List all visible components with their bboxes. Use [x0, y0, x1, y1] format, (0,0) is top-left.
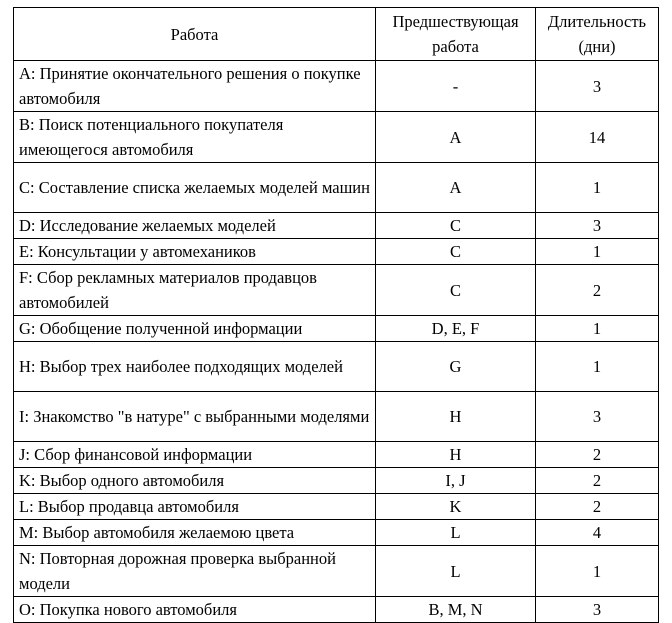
table-row	[14, 213, 659, 239]
table-row	[14, 468, 659, 494]
predecessor-cell: B, M, N	[376, 597, 536, 623]
table-row	[14, 494, 659, 520]
duration-cell: 3	[536, 61, 659, 112]
table-row	[14, 546, 659, 597]
work-cell: C: Составление списка желаемых моделей машин	[14, 163, 376, 213]
table-row	[14, 316, 659, 342]
predecessor-cell: -	[376, 61, 536, 112]
work-table	[13, 7, 659, 623]
duration-cell: 1	[536, 316, 659, 342]
table-row	[14, 342, 659, 392]
work-cell: K: Выбор одного автомобиля	[14, 468, 376, 494]
duration-cell: 3	[536, 392, 659, 442]
work-cell: A: Принятие окончательного решения о покупке автомобиля	[14, 61, 376, 112]
duration-cell: 14	[536, 112, 659, 163]
duration-cell: 3	[536, 213, 659, 239]
predecessor-cell: C	[376, 239, 536, 265]
predecessor-cell: L	[376, 546, 536, 597]
predecessor-cell: I, J	[376, 468, 536, 494]
table-row	[14, 239, 659, 265]
predecessor-cell: C	[376, 265, 536, 316]
table-row	[14, 520, 659, 546]
work-cell: G: Обобщение полученной информации	[14, 316, 376, 342]
work-cell: I: Знакомство "в натуре" с выбранными моделями	[14, 392, 376, 442]
work-cell: N: Повторная дорожная проверка выбранной модели	[14, 546, 376, 597]
table-row	[14, 442, 659, 468]
predecessor-cell: C	[376, 213, 536, 239]
predecessor-cell: D, E, F	[376, 316, 536, 342]
work-cell: F: Сбор рекламных материалов продавцов автомобилей	[14, 265, 376, 316]
table-row	[14, 112, 659, 163]
header-duration: Длительность (дни)	[536, 8, 659, 61]
work-cell: O: Покупка нового автомобиля	[14, 597, 376, 623]
work-cell: H: Выбор трех наиболее подходящих моделей	[14, 342, 376, 392]
predecessor-cell: A	[376, 163, 536, 213]
predecessor-cell: L	[376, 520, 536, 546]
duration-cell: 1	[536, 342, 659, 392]
work-cell: L: Выбор продавца автомобиля	[14, 494, 376, 520]
header-row	[14, 8, 659, 61]
predecessor-cell: A	[376, 112, 536, 163]
work-cell: B: Поиск потенциального покупателя имеющегося автомобиля	[14, 112, 376, 163]
header-work: Работа	[14, 8, 376, 61]
predecessor-cell: K	[376, 494, 536, 520]
duration-cell: 1	[536, 239, 659, 265]
predecessor-cell: G	[376, 342, 536, 392]
header-predecessor: Предшествующая работа	[376, 8, 536, 61]
work-cell: E: Консультации у автомехаников	[14, 239, 376, 265]
duration-cell: 4	[536, 520, 659, 546]
work-cell: M: Выбор автомобиля желаемою цвета	[14, 520, 376, 546]
duration-cell: 2	[536, 442, 659, 468]
duration-cell: 1	[536, 546, 659, 597]
duration-cell: 3	[536, 597, 659, 623]
table-row	[14, 163, 659, 213]
table-row	[14, 597, 659, 623]
table-row	[14, 265, 659, 316]
predecessor-cell: H	[376, 442, 536, 468]
duration-cell: 1	[536, 163, 659, 213]
work-cell: D: Исследование желаемых моделей	[14, 213, 376, 239]
predecessor-cell: H	[376, 392, 536, 442]
table-row	[14, 392, 659, 442]
duration-cell: 2	[536, 494, 659, 520]
duration-cell: 2	[536, 265, 659, 316]
work-cell: J: Сбор финансовой информации	[14, 442, 376, 468]
duration-cell: 2	[536, 468, 659, 494]
table-row	[14, 61, 659, 112]
